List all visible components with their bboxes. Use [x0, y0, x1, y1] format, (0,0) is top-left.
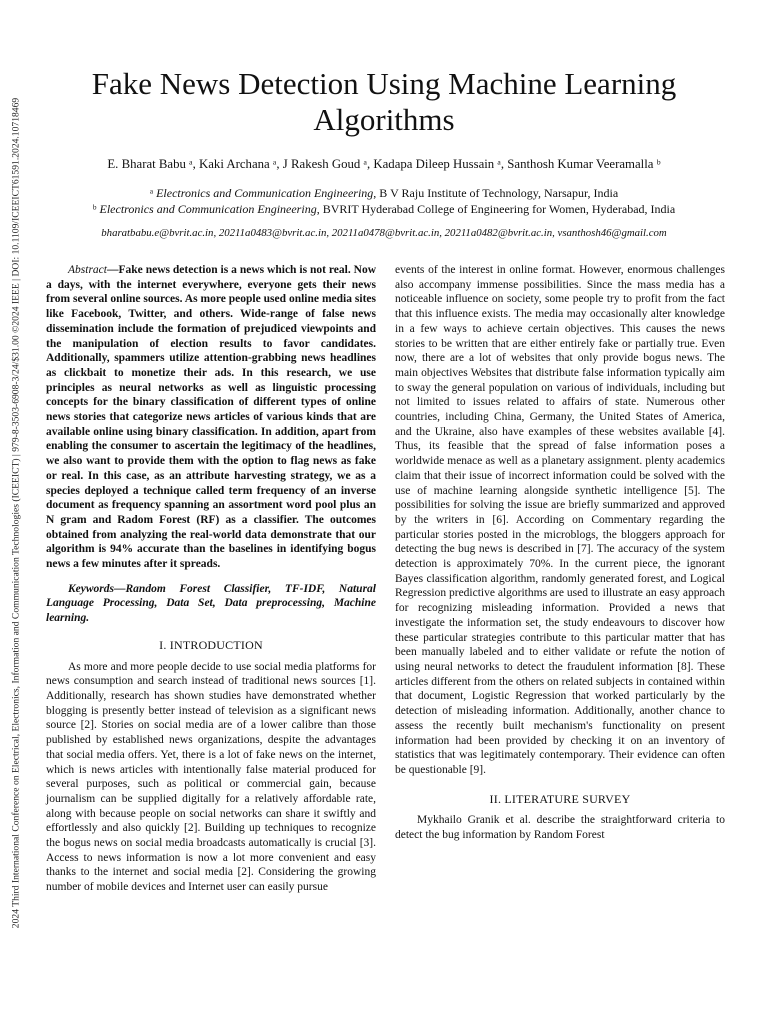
left-column — [46, 263, 376, 895]
affiliation-mark: ᵃ — [149, 186, 154, 200]
affiliation-b — [40, 201, 728, 217]
introduction-paragraph: As more and more people decide to use social media platforms for news consumption and search instead of traditional news sources [1]. Additionally, research has shown studies have demonstrated whether blogging is presently better instead of television as a significant news source [2]. Stories on social media are of a lower calibre than those published by established news organizations, despite the advantages that social media offers. Yet, there is a lot of fake news on the internet, which is news articles with intentionally false material produced for several purposes, such as political or commercial gain, because journalism can be supplied digitally for a relatively affordable rate, along with because people on social networks can share it swiftly and effortlessly and also quickly [2]. Building up techniques to recognize the bogus news on social media broadcasts automatically is crucial [3]. Access to news information is now a lot more convenient and easy thanks to the internet and social media [2]. Considering the growing number of mobile devices and Internet user can easily pursue — [46, 660, 376, 894]
abstract — [46, 263, 376, 572]
right-column — [395, 263, 725, 843]
affiliation-dept: Electronics and Communication Engineering — [99, 202, 317, 216]
section-heading-literature-survey: II. LITERATURE SURVEY — [489, 791, 631, 806]
paper-title: Fake News Detection Using Machine Learning Algorithms — [91, 66, 677, 137]
abstract-text: —Fake news detection is a news which is not real. Now a days, with the internet everywhere, everyone gets their news from several online sources. As more people used online media sites like Facebook, Twitter, and others. Wide-range of false news dissemination include the formation of prejudiced viewpoints and the manipulation of election results to favor candidates. Additionally, spammers utilize attention-grabbing news headlines as clickbait to monetize their ads. In this research, we use principles as neural networks as well as linguistic processing concepts for the binary classification of different types of online news stories that categorize news articles of various kinds that are available online using binary classification. In addition, apart from enabling the consumer to ascertain the legitimacy of the headlines, we also want to provide them with the option to flag news as fake or real. In this case, as an attribute harvesting strategy, we as a species deployed a technique called term frequency of an inverse document as frequency spanning an assortment word pool plus an N gram and Radom Forest (RF) as a classifier. The outcomes obtained from analyzing the real-world data demonstrate that our algorithm is 94% accurate than the baselines in identifying bogus news a few minutes after it spreads. — [46, 264, 376, 571]
affiliation-inst: , B V Raju Institute of Technology, Narsapur, India — [373, 186, 619, 200]
introduction-continued: events of the interest in online format. However, enormous challenges also accompany immense possibilities. Since the mass media has a noticeable influence on society, some people try to profit from the fact that this influence exists. The media may occasionally alter knowledge in a few ways to achieve certain objectives. This causes the news stories to be written that are either entirely fake or partially true. Even now, there are a lot of websites that only provide bogus news. The main objectives Websites that distribute false information typically aim to sway the general population on various of individuals, including but not limited to issues related to affairs of state. Numerous other countries, including China, Germany, the United States of America, and the Ukraine, also have examples of these websites available [4]. Thus, its feasible that the spread of false information poses a worldwide menace as well as a planetary assignment. plenty academics claim that their issue of incorrect information could be solved with the use of machine learning alongside synthetic intelligence [5]. The possibilities for solving the issue are briefly summarized and approved by the writers in [6]. According on Commentary regarding the particular stories posted in the microblogs, the bloggers approach for detecting the bug news is described in [7]. The accuracy of the system detection is approximately 70%. In the current piece, the ignorant Bayes classification algorithm, randomly generated forest, and Logical Regression predictive algorithms are used to illustrate an easy approach for recognizing misleading information. Provided a news that investigate the information set, the study endeavours to discover how these particular strategies contribute to this particular matter that has been manually labeled and to either validate or refute the notion of using neural networks to detect the fraudulent information [8]. These articles different from the others on related subjects in contained within that document, Logistic Regression that worked particularly by the detection of misleading information. Additionally, another chance to assess the recently built mechanism's functionality on present information had been provided by checking it on an inventory of statistics that was legitimately contemporary. Their evidence can often be questionable [9]. — [395, 264, 725, 776]
abstract-label: Abstract — [68, 264, 107, 276]
keywords: Keywords—Random Forest Classifier, TF-IDF, Natural Language Processing, Data Set, Data preprocessing, Machine learning. — [46, 582, 376, 625]
sidebar-note-text: 2024 Third International Conference on Electrical, Electronics, Information and Communication Technologies (ICEEICT) | 979-8-3503-6908-3/24/$31.00 ©2024 IEEE | DOI: 10.1109/ICEEICT61591.2024.10718469 — [10, 97, 22, 929]
section-heading-introduction: I. INTRODUCTION — [159, 637, 263, 652]
affiliation-dept: Electronics and Communication Engineering — [156, 186, 374, 200]
conference-sidebar-note — [8, 88, 24, 938]
affiliation-mark: ᵇ — [92, 202, 97, 216]
author-list: E. Bharat Babu ᵃ, Kaki Archana ᵃ, J Rakesh Goud ᵃ, Kadapa Dileep Hussain ᵃ, Santhosh Kumar Veeramalla ᵇ — [107, 157, 661, 171]
affiliation-inst: , BVRIT Hyderabad College of Engineering for Women, Hyderabad, India — [316, 202, 676, 216]
author-emails: bharatbabu.e@bvrit.ac.in, 20211a0483@bvrit.ac.in, 20211a0478@bvrit.ac.in, 20211a0482@bvrit.ac.in, vsanthosh46@gmail.com — [101, 227, 667, 239]
literature-survey-paragraph: Mykhailo Granik et al. describe the straightforward criteria to detect the bug information by Random Forest — [395, 814, 725, 842]
affiliation-a — [40, 185, 728, 201]
